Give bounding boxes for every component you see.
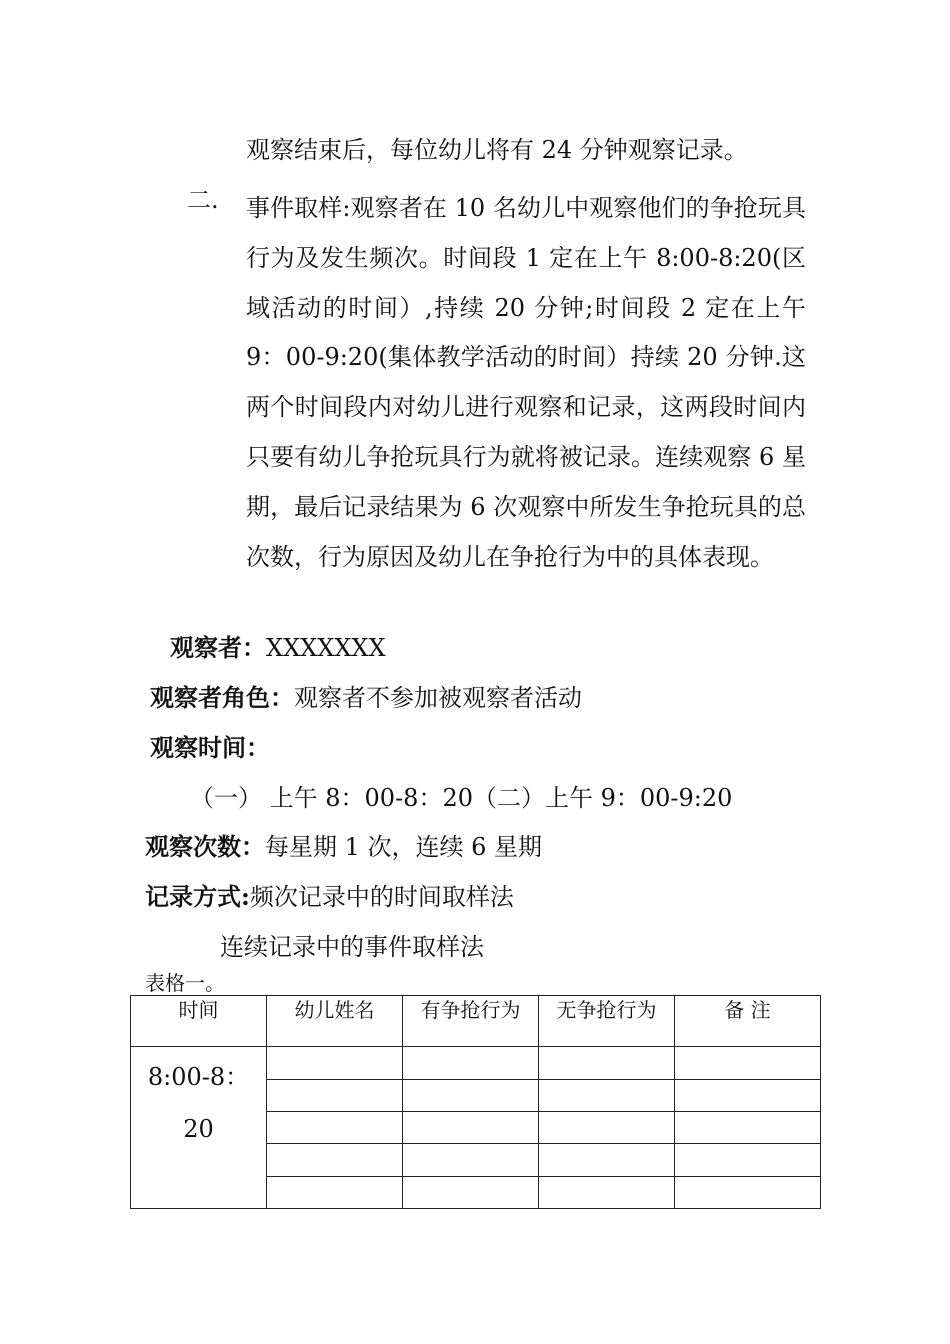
method-label: 记录方式: bbox=[145, 882, 250, 911]
header-cell-has-behavior: 有争抢行为 bbox=[403, 996, 539, 1047]
header-cell-name: 幼儿姓名 bbox=[267, 996, 403, 1047]
observer-row bbox=[170, 632, 386, 664]
table-cell bbox=[403, 1144, 539, 1176]
table-header-row bbox=[131, 996, 821, 1047]
table-row bbox=[131, 1047, 821, 1079]
table-cell bbox=[675, 1112, 821, 1144]
paragraph-line-1: 观察结束后，每位幼儿将有 24 分钟观察记录。 bbox=[246, 136, 748, 164]
method-value: 频次记录中的时间取样法 bbox=[249, 883, 514, 911]
table-cell bbox=[539, 1079, 675, 1111]
observer-value: XXXXXXX bbox=[266, 634, 386, 662]
list-number-2: 二. bbox=[187, 186, 219, 214]
table-cell bbox=[403, 1079, 539, 1111]
table-cell bbox=[403, 1047, 539, 1079]
table-cell bbox=[403, 1176, 539, 1208]
paragraph-item-2: 事件取样:观察者在 10 名幼儿中观察他们的争抢玩具行为及发生频次。时间段 1 定在上午 8:00-8:20(区域活动的时间）,持续 20 分钟;时间段 2 定在上午 9：00-9:20(集体教学活动的时间）持续 20 分钟.这两个时间段内对幼儿进行观察和记录，这两段时间内只要有幼儿争抢玩具行为就将被记录。连续观察 6 星期，最后记录结果为 6 次观察中所发生争抢玩具的总次数，行为原因及幼儿在争抢行为中的具体表现。 bbox=[246, 194, 806, 571]
observer-label: 观察者： bbox=[170, 633, 266, 662]
table-caption: 表格一。 bbox=[145, 971, 225, 995]
count-value: 每星期 1 次，连续 6 星期 bbox=[265, 833, 543, 861]
table-cell bbox=[675, 1144, 821, 1176]
count-label: 观察次数： bbox=[145, 832, 265, 861]
role-value: 观察者不参加被观察者活动 bbox=[294, 684, 582, 712]
time-cell bbox=[131, 1047, 267, 1209]
table-cell bbox=[267, 1112, 403, 1144]
time-label: 观察时间： bbox=[150, 733, 270, 762]
method-value-2: 连续记录中的事件取样法 bbox=[220, 933, 484, 961]
time-cell-line-1: 8:00-8： bbox=[147, 1063, 250, 1092]
role-row bbox=[150, 682, 582, 714]
table-cell bbox=[539, 1047, 675, 1079]
header-cell-no-behavior: 无争抢行为 bbox=[539, 996, 675, 1047]
table-cell bbox=[675, 1176, 821, 1208]
header-cell-time: 时间 bbox=[131, 996, 267, 1047]
table-cell bbox=[539, 1176, 675, 1208]
time-cell-line-2: 20 bbox=[183, 1115, 214, 1144]
table-cell bbox=[403, 1112, 539, 1144]
table-cell bbox=[267, 1047, 403, 1079]
table-cell bbox=[539, 1112, 675, 1144]
method-row bbox=[145, 881, 514, 913]
header-cell-notes: 备 注 bbox=[675, 996, 821, 1047]
table-cell bbox=[675, 1079, 821, 1111]
count-row bbox=[145, 831, 542, 863]
table-cell bbox=[539, 1144, 675, 1176]
table-cell bbox=[267, 1144, 403, 1176]
table-cell bbox=[267, 1079, 403, 1111]
time-value: （一） 上午 8：00-8：20（二）上午 9：00-9:20 bbox=[190, 784, 733, 812]
record-table bbox=[130, 995, 821, 1209]
role-label: 观察者角色： bbox=[150, 683, 294, 712]
table-cell bbox=[675, 1047, 821, 1079]
table-cell bbox=[267, 1176, 403, 1208]
